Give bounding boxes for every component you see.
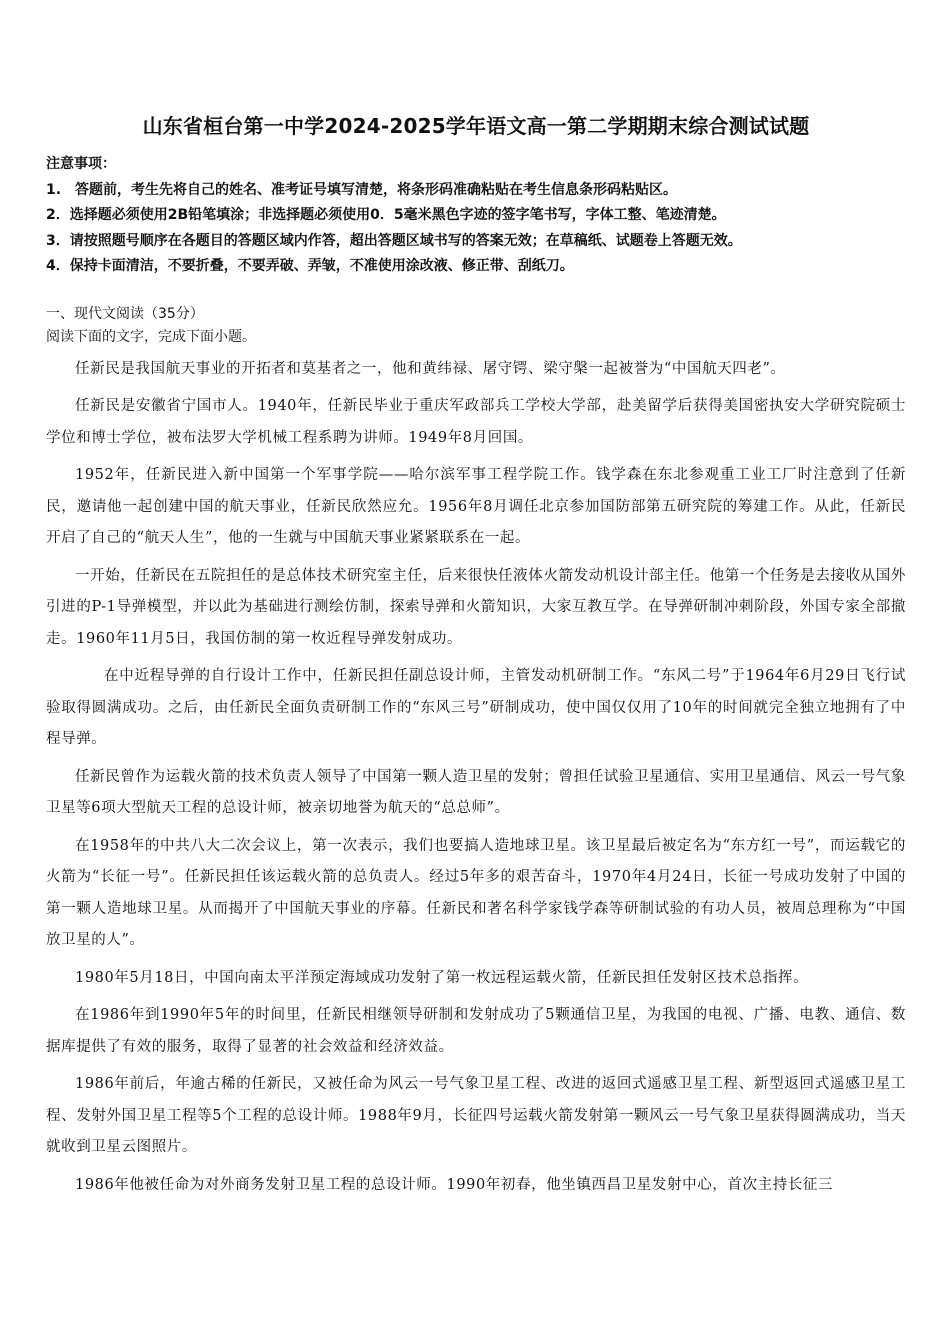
notice-item: 4．保持卡面清洁，不要折叠，不要弄破、弄皱，不准使用涂改液、修正带、刮纸刀。: [46, 258, 574, 274]
reading-passage: [46, 354, 906, 1202]
notice-item: 3．请按照题号顺序在各题目的答题区域内作答，超出答题区域书写的答案无效；在草稿纸、试题卷上答题无效。: [46, 232, 742, 249]
section-modern-reading: [46, 302, 906, 348]
section-instruction: 阅读下面的文字，完成下面小题。: [46, 328, 256, 345]
passage-paragraph: 任新民是安徽省宁国市人。1940年，任新民毕业于重庆军政部兵工学校大学部，赴美留学后获得美国密执安大学研究院硕士学位和博士学位，被布法罗大学机械工程系聘为讲师。1949年8月回国。: [46, 398, 906, 446]
notice-list: [46, 178, 906, 280]
notice-item: 1. 答题前，考生先将自己的姓名、准考证号填写清楚，将条形码准确粘贴在考生信息条形码粘贴区。: [46, 181, 678, 198]
passage-paragraph: 1986年他被任命为对外商务发射卫星工程的总设计师。1990年初春，他坐镇西昌卫星发射中心，首次主持长征三: [75, 1176, 834, 1193]
notice-item: 2．选择题必须使用2B铅笔填涂；非选择题必须使用0．5毫米黑色字迹的签字笔书写，字体工整、笔迹清楚。: [46, 207, 726, 223]
exam-title: 山东省桓台第一中学2024-2025学年语文高一第二学期期末综合测试试题: [142, 114, 810, 138]
passage-paragraph: 任新民是我国航天事业的开拓者和莫基者之一，他和黄纬禄、屠守锷、梁守槃一起被誉为“中国航天四老”。: [75, 360, 786, 377]
passage-paragraph: 1980年5月18日，中国向南太平洋预定海域成功发射了第一枚远程运载火箭，任新民担任发射区技术总指挥。: [75, 969, 809, 986]
passage-paragraph: 在中近程导弹的自行设计工作中，任新民担任副总设计师，主管发动机研制工作。“东风二号”于1964年6月29日飞行试验取得圆满成功。之后，由任新民全面负责研制工作的“东风三号”研制成功，使中国仅仅用了10年的时间就完全独立地拥有了中程导弹。: [46, 668, 906, 747]
notice-block: [46, 152, 906, 280]
passage-paragraph: 1986年前后，年逾古稀的任新民，又被任命为风云一号气象卫星工程、改进的返回式遥感卫星工程、新型返回式遥感卫星工程、发射外国卫星工程等5个工程的总设计师。1988年9月，长征四号运载火箭发射第一颗风云一号气象卫星获得圆满成功，当天就收到卫星云图照片。: [46, 1076, 906, 1155]
passage-paragraph: 1952年，任新民进入新中国第一个军事学院——哈尔滨军事工程学院工作。钱学森在东北参观重工业工厂时注意到了任新民，邀请他一起创建中国的航天事业，任新民欣然应允。1956年8月调任北京参加国防部第五研究院的筹建工作。从此，任新民开启了自己的“航天人生”，他的一生就与中国航天事业紧紧联系在一起。: [46, 467, 906, 546]
section-heading: 一、现代文阅读（35分）: [46, 305, 204, 322]
passage-paragraph: 在1986年到1990年5年的时间里，任新民相继领导研制和发射成功了5颗通信卫星，为我国的电视、广播、电教、通信、数据库提供了有效的服务，取得了显著的社会效益和经济效益。: [46, 1007, 906, 1055]
notice-heading: 注意事项：: [46, 156, 116, 172]
passage-paragraph: 在1958年的中共八大二次会议上，第一次表示，我们也要搞人造地球卫星。该卫星最后被定名为“东方红一号”，而运载它的火箭为“长征一号”。任新民担任该运载火箭的总负责人。经过5年多的艰苦奋斗，1970年4月24日，长征一号成功发射了中国的第一颗人造地球卫星。从而揭开了中国航天事业的序幕。任新民和著名科学家钱学森等研制试验的有功人员，被周总理称为“中国放卫星的人”。: [46, 837, 906, 948]
passage-paragraph: 任新民曾作为运载火箭的技术负责人领导了中国第一颗人造卫星的发射；曾担任试验卫星通信、实用卫星通信、风云一号气象卫星等6项大型航天工程的总设计师，被亲切地誉为航天的“总总师”。: [46, 768, 906, 816]
passage-paragraph: 一开始，任新民在五院担任的是总体技术研究室主任，后来很快任液体火箭发动机设计部主任。他第一个任务是去接收从国外引进的P-1导弹模型，并以此为基础进行测绘仿制，探索导弹和火箭知识，大家互教互学。在导弹研制冲刺阶段，外国专家全部撤走。1960年11月5日，我国仿制的第一枚近程导弹发射成功。: [46, 567, 906, 647]
